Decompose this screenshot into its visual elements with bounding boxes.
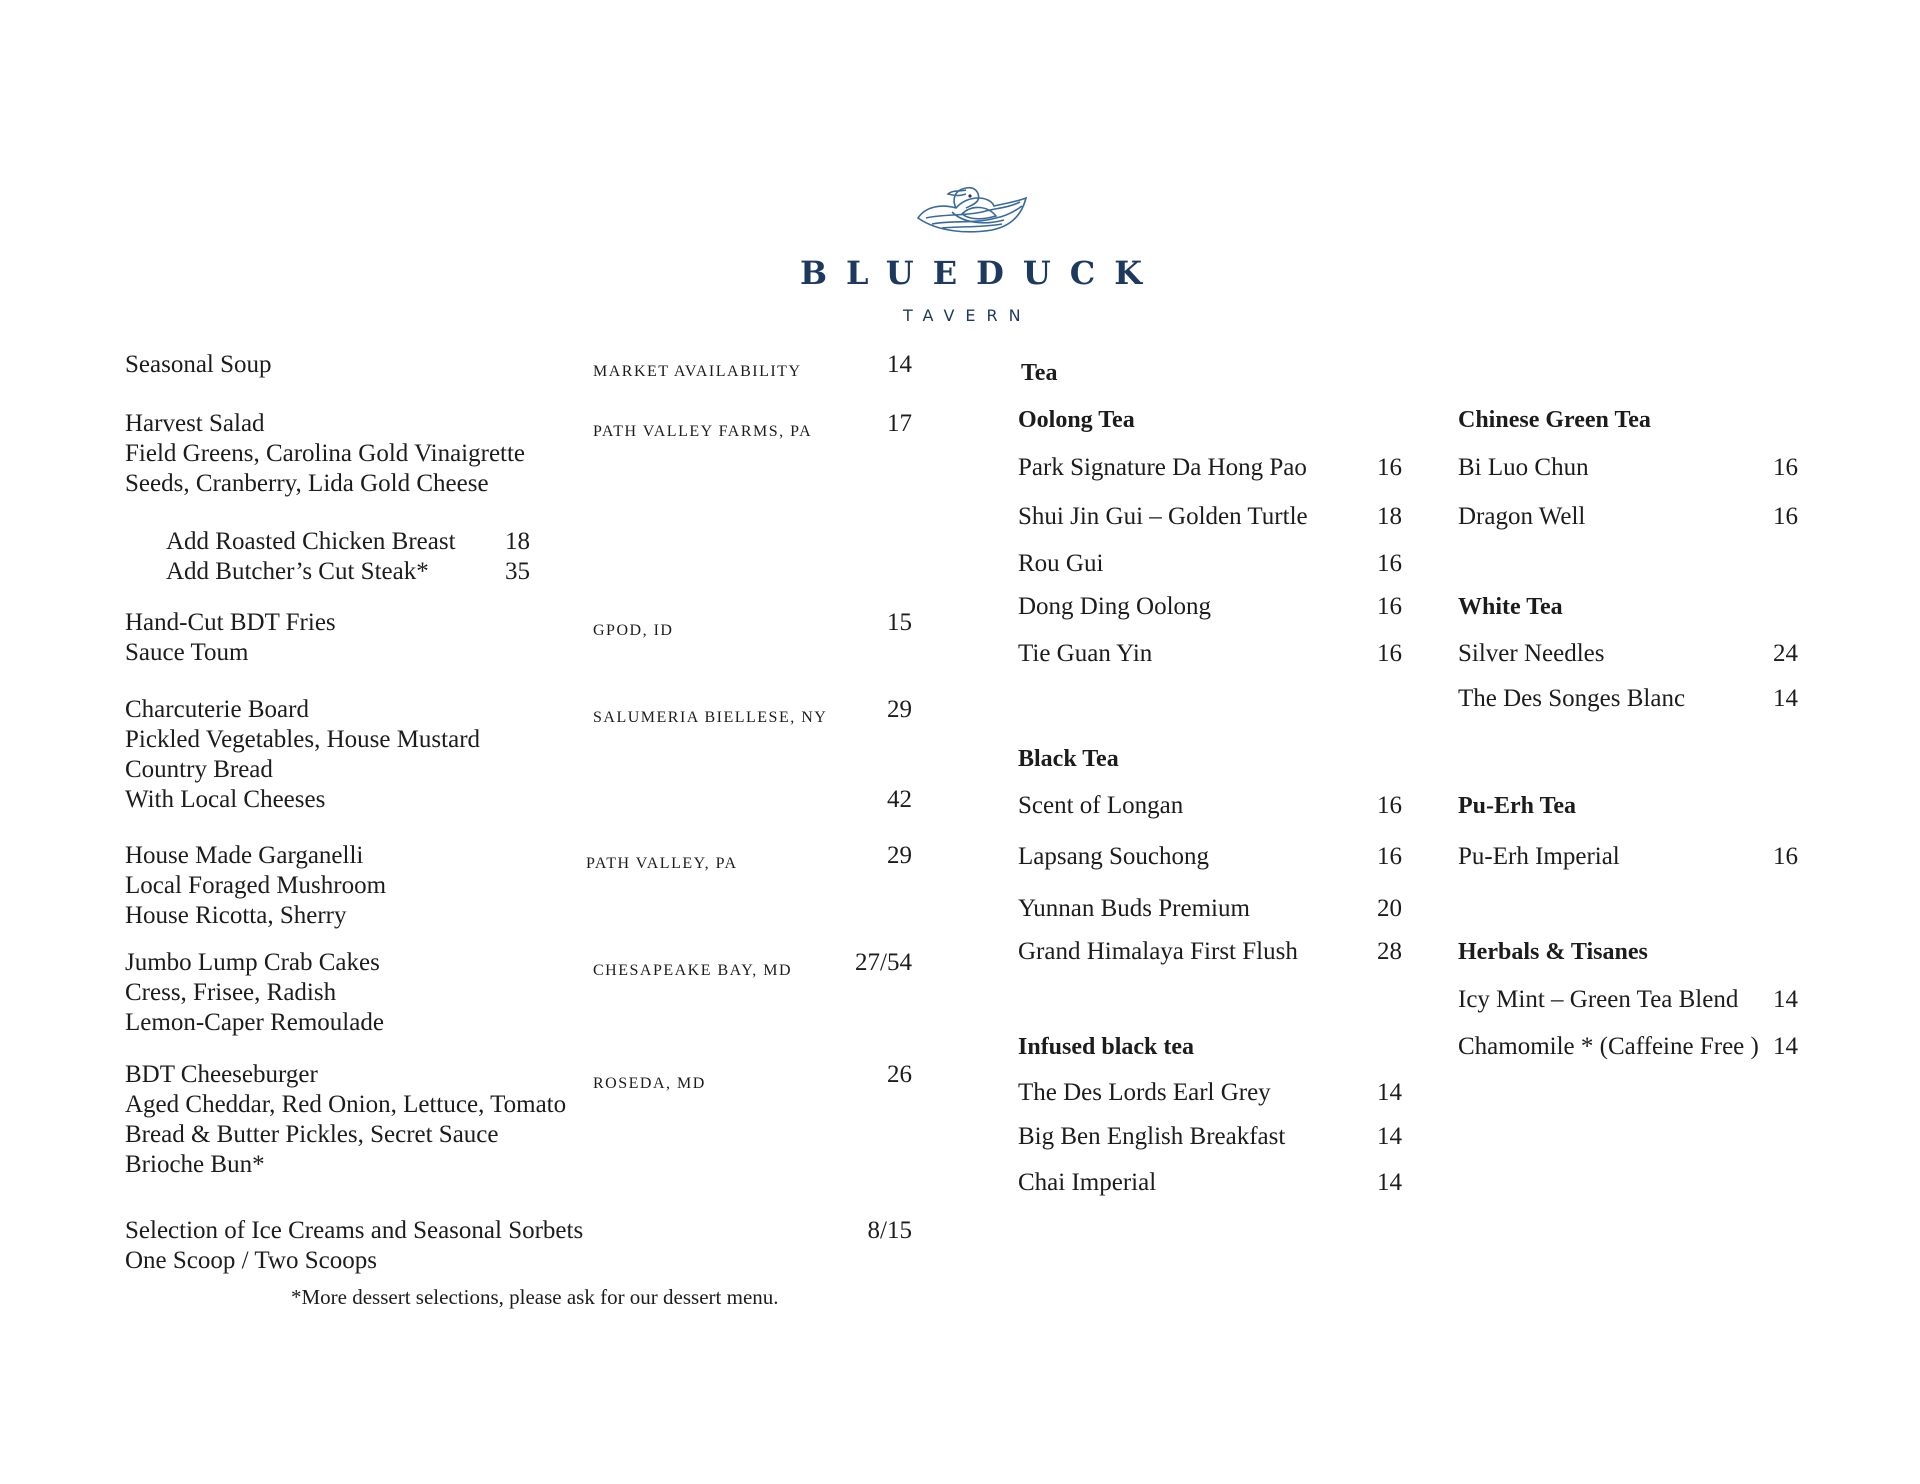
brand-name: BLUEDUCK — [800, 254, 1162, 292]
tea-item-name: The Des Songes Blanc — [1458, 685, 1686, 712]
menu-item-source: GPOD, ID — [593, 622, 674, 639]
menu-item-source: MARKET AVAILABILITY — [593, 363, 802, 380]
menu-item-name: Hand-Cut BDT Fries — [125, 609, 336, 636]
tea-item-price: 14 — [1773, 986, 1798, 1013]
menu-item-desc: With Local Cheeses — [125, 786, 326, 813]
tea-item-price: 16 — [1773, 843, 1798, 870]
tea-item-name: Big Ben English Breakfast — [1018, 1123, 1286, 1150]
menu-item-source: PATH VALLEY FARMS, PA — [593, 423, 813, 440]
tea-section-title: Oolong Tea — [1018, 407, 1135, 433]
tea-title: Tea — [1021, 360, 1058, 386]
menu-item-desc: Aged Cheddar, Red Onion, Lettuce, Tomato — [125, 1091, 567, 1118]
tea-item-price: 16 — [1377, 792, 1402, 819]
menu-item-price: 8/15 — [867, 1217, 912, 1244]
menu-item-desc: Sauce Toum — [125, 639, 249, 666]
menu-item-desc: Pickled Vegetables, House Mustard — [125, 726, 481, 753]
tea-item-name: Pu-Erh Imperial — [1458, 843, 1620, 870]
tea-item-price: 28 — [1377, 938, 1402, 965]
menu-item-price: 29 — [887, 842, 912, 869]
menu-item-desc: Country Bread — [125, 756, 273, 783]
tea-item-price: 16 — [1377, 640, 1402, 667]
menu-item-name: House Made Garganelli — [125, 842, 364, 869]
dessert-note: *More dessert selections, please ask for our dessert menu. — [291, 1285, 779, 1309]
tea-item-price: 14 — [1377, 1169, 1402, 1196]
addon-name: Add Butcher’s Cut Steak* — [166, 558, 429, 585]
tea-section-title: Pu-Erh Tea — [1458, 793, 1577, 819]
menu-item-price: 29 — [887, 696, 912, 723]
duck-icon — [912, 186, 1032, 238]
addon-price: 35 — [505, 558, 530, 585]
menu-item-desc: Cress, Frisee, Radish — [125, 979, 337, 1006]
tea-item-name: Yunnan Buds Premium — [1018, 895, 1250, 922]
menu-item-source: ROSEDA, MD — [593, 1075, 706, 1092]
menu-item-desc: Lemon-Caper Remoulade — [125, 1009, 384, 1036]
tea-item-name: Park Signature Da Hong Pao — [1018, 454, 1307, 481]
tea-item-price: 24 — [1773, 640, 1798, 667]
tea-item-price: 16 — [1377, 550, 1402, 577]
tea-item-name: Tie Guan Yin — [1018, 640, 1153, 667]
tea-item-name: Scent of Longan — [1018, 792, 1184, 819]
tea-item-price: 18 — [1377, 503, 1402, 530]
tea-item-name: The Des Lords Earl Grey — [1018, 1079, 1271, 1106]
menu-item-source: SALUMERIA BIELLESE, NY — [593, 709, 828, 726]
tea-item-name: Chamomile * (Caffeine Free ) — [1458, 1033, 1759, 1060]
tea-section-title: Chinese Green Tea — [1458, 407, 1651, 433]
menu-item-name: Seasonal Soup — [125, 351, 272, 378]
tea-section-title: White Tea — [1458, 594, 1563, 620]
brand-tagline: TAVERN — [903, 306, 1032, 325]
menu-item-price: 14 — [887, 351, 912, 378]
tea-section-title: Herbals & Tisanes — [1458, 939, 1648, 965]
menu-item-source: PATH VALLEY, PA — [586, 855, 738, 872]
tea-item-price: 14 — [1377, 1123, 1402, 1150]
addon-price: 18 — [505, 528, 530, 555]
menu-item-desc: One Scoop / Two Scoops — [125, 1247, 377, 1274]
menu-item-desc: Seeds, Cranberry, Lida Gold Cheese — [125, 470, 489, 497]
tea-item-name: Dragon Well — [1458, 503, 1586, 530]
tea-section-title: Black Tea — [1018, 746, 1119, 772]
menu-item-source: CHESAPEAKE BAY, MD — [593, 962, 793, 979]
menu-item-desc: Brioche Bun* — [125, 1151, 265, 1178]
tea-item-price: 20 — [1377, 895, 1402, 922]
tea-section-title: Infused black tea — [1018, 1034, 1195, 1060]
tea-item-price: 16 — [1377, 843, 1402, 870]
menu-item-desc: Field Greens, Carolina Gold Vinaigrette — [125, 440, 526, 467]
addon-name: Add Roasted Chicken Breast — [166, 528, 456, 555]
menu-item-name: BDT Cheeseburger — [125, 1061, 318, 1088]
menu-item-price: 42 — [887, 786, 912, 813]
menu-item-price: 27/54 — [855, 949, 912, 976]
menu-item-desc: Bread & Butter Pickles, Secret Sauce — [125, 1121, 499, 1148]
tea-item-price: 14 — [1377, 1079, 1402, 1106]
menu-item-name: Jumbo Lump Crab Cakes — [125, 949, 380, 976]
menu-item-name: Harvest Salad — [125, 410, 265, 437]
tea-item-price: 16 — [1377, 593, 1402, 620]
tea-item-name: Lapsang Souchong — [1018, 843, 1209, 870]
tea-item-price: 16 — [1773, 503, 1798, 530]
tea-item-price: 14 — [1773, 1033, 1798, 1060]
menu-item-price: 26 — [887, 1061, 912, 1088]
menu-item-desc: Local Foraged Mushroom — [125, 872, 387, 899]
menu-item-name: Selection of Ice Creams and Seasonal Sorbets — [125, 1217, 584, 1244]
tea-item-name: Dong Ding Oolong — [1018, 593, 1212, 620]
tea-item-name: Icy Mint – Green Tea Blend — [1458, 986, 1739, 1013]
menu-item-name: Charcuterie Board — [125, 696, 309, 723]
tea-item-price: 16 — [1773, 454, 1798, 481]
tea-item-name: Silver Needles — [1458, 640, 1605, 667]
tea-item-price: 16 — [1377, 454, 1402, 481]
tea-item-price: 14 — [1773, 685, 1798, 712]
tea-item-name: Rou Gui — [1018, 550, 1104, 577]
tea-item-name: Bi Luo Chun — [1458, 454, 1589, 481]
tea-item-name: Shui Jin Gui – Golden Turtle — [1018, 503, 1308, 530]
menu-item-price: 17 — [887, 410, 912, 437]
menu-item-price: 15 — [887, 609, 912, 636]
tea-item-name: Chai Imperial — [1018, 1169, 1157, 1196]
tea-item-name: Grand Himalaya First Flush — [1018, 938, 1298, 965]
menu-item-desc: House Ricotta, Sherry — [125, 902, 347, 929]
